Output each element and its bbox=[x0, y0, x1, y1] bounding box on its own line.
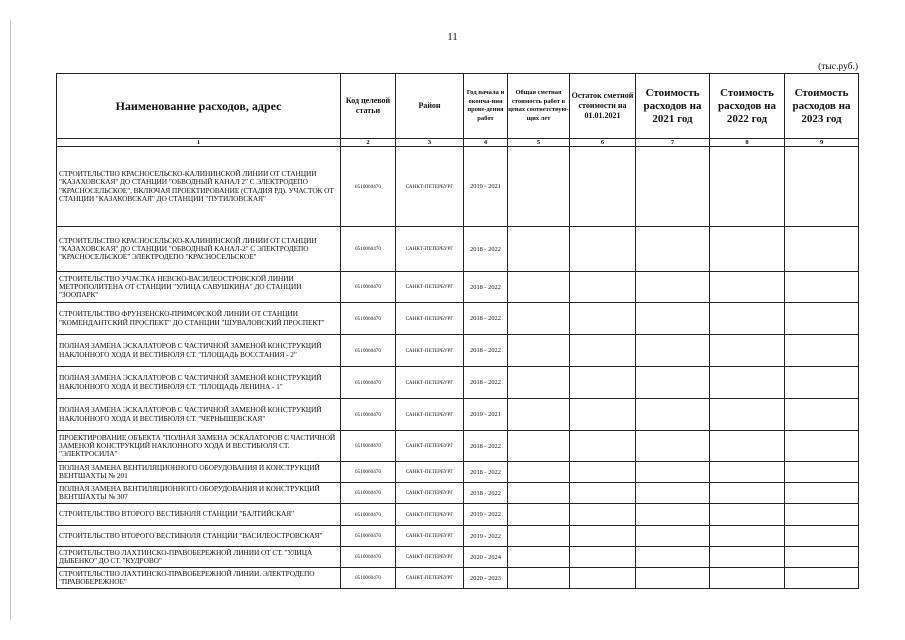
row-total-cost bbox=[508, 483, 570, 504]
row-remainder bbox=[570, 303, 636, 335]
row-remainder bbox=[570, 547, 636, 568]
page-number: 11 bbox=[447, 31, 458, 43]
row-years: 2020 - 2023 bbox=[464, 568, 508, 589]
row-target-code: 0510060470 bbox=[341, 483, 396, 504]
row-years: 2018 - 2022 bbox=[464, 335, 508, 367]
row-cost-2022 bbox=[710, 504, 785, 526]
row-cost-2022 bbox=[710, 147, 785, 227]
row-years: 2019 - 2021 bbox=[464, 399, 508, 431]
row-cost-2022 bbox=[710, 303, 785, 335]
row-cost-2022 bbox=[710, 367, 785, 399]
row-cost-2023 bbox=[785, 272, 859, 303]
row-total-cost bbox=[508, 462, 570, 483]
table-row bbox=[57, 227, 859, 272]
row-cost-2021 bbox=[636, 504, 710, 526]
column-number: 5 bbox=[508, 139, 570, 147]
row-years: 2019 - 2022 bbox=[464, 526, 508, 547]
row-cost-2022 bbox=[710, 526, 785, 547]
table-row bbox=[57, 303, 859, 335]
column-number: 4 bbox=[464, 139, 508, 147]
row-cost-2023 bbox=[785, 547, 859, 568]
table-row bbox=[57, 431, 859, 462]
header-code: Код целевой статьи bbox=[341, 74, 396, 139]
row-total-cost bbox=[508, 367, 570, 399]
row-cost-2022 bbox=[710, 483, 785, 504]
header-cost-2022: Стоимость расходов на 2022 год bbox=[710, 74, 785, 139]
row-district: САНКТ-ПЕТЕРБУРГ bbox=[396, 367, 464, 399]
column-number: 7 bbox=[636, 139, 710, 147]
row-total-cost bbox=[508, 335, 570, 367]
row-district: САНКТ-ПЕТЕРБУРГ bbox=[396, 568, 464, 589]
row-cost-2022 bbox=[710, 399, 785, 431]
row-cost-2023 bbox=[785, 462, 859, 483]
row-total-cost bbox=[508, 227, 570, 272]
column-number: 1 bbox=[57, 139, 341, 147]
header-district: Район bbox=[396, 74, 464, 139]
row-years: 2020 - 2024 bbox=[464, 547, 508, 568]
row-years: 2018 - 2022 bbox=[464, 227, 508, 272]
row-total-cost bbox=[508, 303, 570, 335]
row-cost-2023 bbox=[785, 227, 859, 272]
row-target-code: 0510060470 bbox=[341, 227, 396, 272]
column-number: 2 bbox=[341, 139, 396, 147]
row-name: ПРОЕКТИРОВАНИЕ ОБЪЕКТА "ПОЛНАЯ ЗАМЕНА ЭСКАЛАТОРОВ С ЧАСТИЧНОЙ ЗАМЕНОЙ КОНСТРУКЦИЙ НАКЛОННОГО ХОДА И ВЕСТИБЮЛЯ СТ. "ЭЛЕКТРОСИЛА" bbox=[57, 431, 341, 462]
row-name: СТРОИТЕЛЬСТВО КРАСНОСЕЛЬСКО-КАЛИНИНСКОЙ ЛИНИИ ОТ СТАНЦИИ "КАЗАХОВСКАЯ" ДО СТАНЦИИ "ОБВОДНЫЙ КАНАЛ 2" С ЭЛЕКТРОДЕПО "КРАСНОСЕЛЬСКОЕ", ВКЛЮЧАЯ ПРОЕКТИРОВАНИЕ (СТАДИЯ РД). УЧАСТОК ОТ СТАНЦИИ "КАЗАКОВСКАЯ" ДО СТАНЦИИ "ПУТИЛОВСКАЯ" bbox=[57, 147, 341, 227]
header-cost-2023: Стоимость расходов на 2023 год bbox=[785, 74, 859, 139]
header-cost-2021: Стоимость расходов на 2021 год bbox=[636, 74, 710, 139]
row-years: 2018 - 2022 bbox=[464, 431, 508, 462]
row-remainder bbox=[570, 272, 636, 303]
row-remainder bbox=[570, 399, 636, 431]
row-name: ПОЛНАЯ ЗАМЕНА ЭСКАЛАТОРОВ С ЧАСТИЧНОЙ ЗАМЕНОЙ КОНСТРУКЦИЙ НАКЛОННОГО ХОДА И ВЕСТИБЮЛЯ СТ. "ПЛОЩАДЬ ВОССТАНИЯ - 2" bbox=[57, 335, 341, 367]
row-years: 2019 - 2021 bbox=[464, 147, 508, 227]
row-remainder bbox=[570, 227, 636, 272]
row-cost-2021 bbox=[636, 399, 710, 431]
row-remainder bbox=[570, 335, 636, 367]
table-row bbox=[57, 272, 859, 303]
row-district: САНКТ-ПЕТЕРБУРГ bbox=[396, 399, 464, 431]
row-target-code: 0510060470 bbox=[341, 272, 396, 303]
row-cost-2021 bbox=[636, 272, 710, 303]
row-cost-2023 bbox=[785, 367, 859, 399]
table-row bbox=[57, 568, 859, 589]
row-target-code: 0510060470 bbox=[341, 147, 396, 227]
row-target-code: 0510060470 bbox=[341, 526, 396, 547]
units-label: (тыс.руб.) bbox=[818, 62, 858, 72]
table-row bbox=[57, 526, 859, 547]
row-district: САНКТ-ПЕТЕРБУРГ bbox=[396, 303, 464, 335]
column-number: 6 bbox=[570, 139, 636, 147]
row-target-code: 0510060470 bbox=[341, 547, 396, 568]
row-cost-2023 bbox=[785, 303, 859, 335]
table-row bbox=[57, 147, 859, 227]
row-cost-2021 bbox=[636, 227, 710, 272]
row-cost-2021 bbox=[636, 568, 710, 589]
row-district: САНКТ-ПЕТЕРБУРГ bbox=[396, 431, 464, 462]
row-cost-2022 bbox=[710, 462, 785, 483]
row-total-cost bbox=[508, 568, 570, 589]
row-remainder bbox=[570, 367, 636, 399]
row-name: ПОЛНАЯ ЗАМЕНА ЭСКАЛАТОРОВ С ЧАСТИЧНОЙ ЗАМЕНОЙ КОНСТРУКЦИЙ НАКЛОННОГО ХОДА И ВЕСТИБЮЛЯ СТ. "ЧЕРНЫШЕВСКАЯ" bbox=[57, 399, 341, 431]
row-target-code: 0510060470 bbox=[341, 568, 396, 589]
column-number: 8 bbox=[710, 139, 785, 147]
row-target-code: 0510060470 bbox=[341, 504, 396, 526]
row-district: САНКТ-ПЕТЕРБУРГ bbox=[396, 147, 464, 227]
row-cost-2021 bbox=[636, 367, 710, 399]
table-row bbox=[57, 483, 859, 504]
row-remainder bbox=[570, 147, 636, 227]
row-target-code: 0510060470 bbox=[341, 462, 396, 483]
table-body bbox=[57, 147, 859, 589]
row-name: СТРОИТЕЛЬСТВО ФРУНЗЕНСКО-ПРИМОРСКОЙ ЛИНИИ ОТ СТАНЦИИ "КОМЕНДАНТСКИЙ ПРОСПЕКТ" ДО СТАНЦИИ "ШУВАЛОВСКИЙ ПРОСПЕКТ" bbox=[57, 303, 341, 335]
table-row bbox=[57, 335, 859, 367]
column-number: 3 bbox=[396, 139, 464, 147]
column-number: 9 bbox=[785, 139, 859, 147]
row-remainder bbox=[570, 462, 636, 483]
row-district: САНКТ-ПЕТЕРБУРГ bbox=[396, 227, 464, 272]
row-district: САНКТ-ПЕТЕРБУРГ bbox=[396, 272, 464, 303]
row-years: 2018 - 2022 bbox=[464, 367, 508, 399]
row-name: СТРОИТЕЛЬСТВО ЛАХТИНСКО-ПРАВОБЕРЕЖНОЙ ЛИНИИ ОТ СТ. "УЛИЦА ДЫБЕНКО" ДО СТ. "КУДРОВО" bbox=[57, 547, 341, 568]
row-total-cost bbox=[508, 526, 570, 547]
row-target-code: 0510060470 bbox=[341, 399, 396, 431]
row-target-code: 0510060470 bbox=[341, 431, 396, 462]
row-district: САНКТ-ПЕТЕРБУРГ bbox=[396, 547, 464, 568]
row-name: ПОЛНАЯ ЗАМЕНА ВЕНТИЛЯЦИОННОГО ОБОРУДОВАНИЯ И КОНСТРУКЦИЙ ВЕНТШАХТЫ № 201 bbox=[57, 462, 341, 483]
row-remainder bbox=[570, 504, 636, 526]
row-name: СТРОИТЕЛЬСТВО УЧАСТКА НЕВСКО-ВАСИЛЕОСТРОВСКОЙ ЛИНИИ МЕТРОПОЛИТЕНА ОТ СТАНЦИИ "УЛИЦА САВУШКИНА" ДО СТАНЦИИ "ЗООПАРК" bbox=[57, 272, 341, 303]
row-total-cost bbox=[508, 399, 570, 431]
row-name: ПОЛНАЯ ЗАМЕНА ВЕНТИЛЯЦИОННОГО ОБОРУДОВАНИЯ И КОНСТРУКЦИЙ ВЕНТШАХТЫ № 307 bbox=[57, 483, 341, 504]
row-name: СТРОИТЕЛЬСТВО ВТОРОГО ВЕСТИБЮЛЯ СТАНЦИИ "ВАСИЛЕОСТРОВСКАЯ" bbox=[57, 526, 341, 547]
table-row bbox=[57, 399, 859, 431]
row-years: 2018 - 2022 bbox=[464, 462, 508, 483]
row-cost-2023 bbox=[785, 483, 859, 504]
row-cost-2022 bbox=[710, 547, 785, 568]
header-name: Наименование расходов, адрес bbox=[57, 74, 341, 139]
row-remainder bbox=[570, 526, 636, 547]
row-cost-2023 bbox=[785, 399, 859, 431]
row-cost-2021 bbox=[636, 526, 710, 547]
row-total-cost bbox=[508, 147, 570, 227]
row-cost-2021 bbox=[636, 303, 710, 335]
header-total-cost: Общая сметная стоимость работ в ценах соответствую-щих лет bbox=[508, 74, 570, 139]
row-district: САНКТ-ПЕТЕРБУРГ bbox=[396, 504, 464, 526]
row-remainder bbox=[570, 431, 636, 462]
row-years: 2019 - 2022 bbox=[464, 504, 508, 526]
row-cost-2023 bbox=[785, 526, 859, 547]
row-district: САНКТ-ПЕТЕРБУРГ bbox=[396, 462, 464, 483]
row-cost-2023 bbox=[785, 335, 859, 367]
header-years: Год начала и оконча-ния прове-дения работ bbox=[464, 74, 508, 139]
column-number-row bbox=[57, 139, 859, 147]
row-cost-2023 bbox=[785, 504, 859, 526]
row-cost-2023 bbox=[785, 431, 859, 462]
row-target-code: 0510060470 bbox=[341, 303, 396, 335]
row-remainder bbox=[570, 483, 636, 504]
row-cost-2023 bbox=[785, 147, 859, 227]
expenses-table bbox=[56, 73, 859, 589]
row-cost-2022 bbox=[710, 431, 785, 462]
row-cost-2022 bbox=[710, 272, 785, 303]
header-remainder: Остаток сметной стоимости на 01.01.2021 bbox=[570, 74, 636, 139]
row-cost-2021 bbox=[636, 335, 710, 367]
row-name: СТРОИТЕЛЬСТВО ЛАХТИНСКО-ПРАВОБЕРЕЖНОЙ ЛИНИИ. ЭЛЕКТРОДЕПО "ПРАВОБЕРЕЖНОЕ" bbox=[57, 568, 341, 589]
row-remainder bbox=[570, 568, 636, 589]
row-years: 2018 - 2022 bbox=[464, 303, 508, 335]
row-target-code: 0510060470 bbox=[341, 335, 396, 367]
row-years: 2018 - 2022 bbox=[464, 272, 508, 303]
row-name: ПОЛНАЯ ЗАМЕНА ЭСКАЛАТОРОВ С ЧАСТИЧНОЙ ЗАМЕНОЙ КОНСТРУКЦИЙ НАКЛОННОГО ХОДА И ВЕСТИБЮЛЯ СТ. "ПЛОЩАДЬ ЛЕНИНА - 1" bbox=[57, 367, 341, 399]
row-cost-2021 bbox=[636, 483, 710, 504]
row-district: САНКТ-ПЕТЕРБУРГ bbox=[396, 526, 464, 547]
row-total-cost bbox=[508, 272, 570, 303]
row-cost-2022 bbox=[710, 335, 785, 367]
table-row bbox=[57, 367, 859, 399]
table-row bbox=[57, 462, 859, 483]
row-total-cost bbox=[508, 504, 570, 526]
row-cost-2021 bbox=[636, 462, 710, 483]
table-header bbox=[57, 74, 859, 147]
row-district: САНКТ-ПЕТЕРБУРГ bbox=[396, 483, 464, 504]
row-years: 2018 - 2022 bbox=[464, 483, 508, 504]
row-total-cost bbox=[508, 547, 570, 568]
row-cost-2023 bbox=[785, 568, 859, 589]
table-row bbox=[57, 504, 859, 526]
row-cost-2021 bbox=[636, 147, 710, 227]
row-cost-2022 bbox=[710, 568, 785, 589]
row-target-code: 0510060470 bbox=[341, 367, 396, 399]
row-cost-2021 bbox=[636, 431, 710, 462]
table-row bbox=[57, 547, 859, 568]
row-name: СТРОИТЕЛЬСТВО КРАСНОСЕЛЬСКО-КАЛИНИНСКОЙ ЛИНИИ ОТ СТАНЦИИ "КАЗАХОВСКАЯ" ДО СТАНЦИИ "ОБВОДНЫЙ КАНАЛ-2" С ЭЛЕКТРОДЕПО "КРАСНОСЕЛЬСКОЕ" ЭЛЕКТРОДЕПО "КРАСНОСЕЛЬСКОЕ" bbox=[57, 227, 341, 272]
row-total-cost bbox=[508, 431, 570, 462]
row-cost-2021 bbox=[636, 547, 710, 568]
row-cost-2022 bbox=[710, 227, 785, 272]
scan-edge-line bbox=[10, 20, 11, 620]
row-district: САНКТ-ПЕТЕРБУРГ bbox=[396, 335, 464, 367]
row-name: СТРОИТЕЛЬСТВО ВТОРОГО ВЕСТИБЮЛЯ СТАНЦИИ "БАЛТИЙСКАЯ" bbox=[57, 504, 341, 526]
